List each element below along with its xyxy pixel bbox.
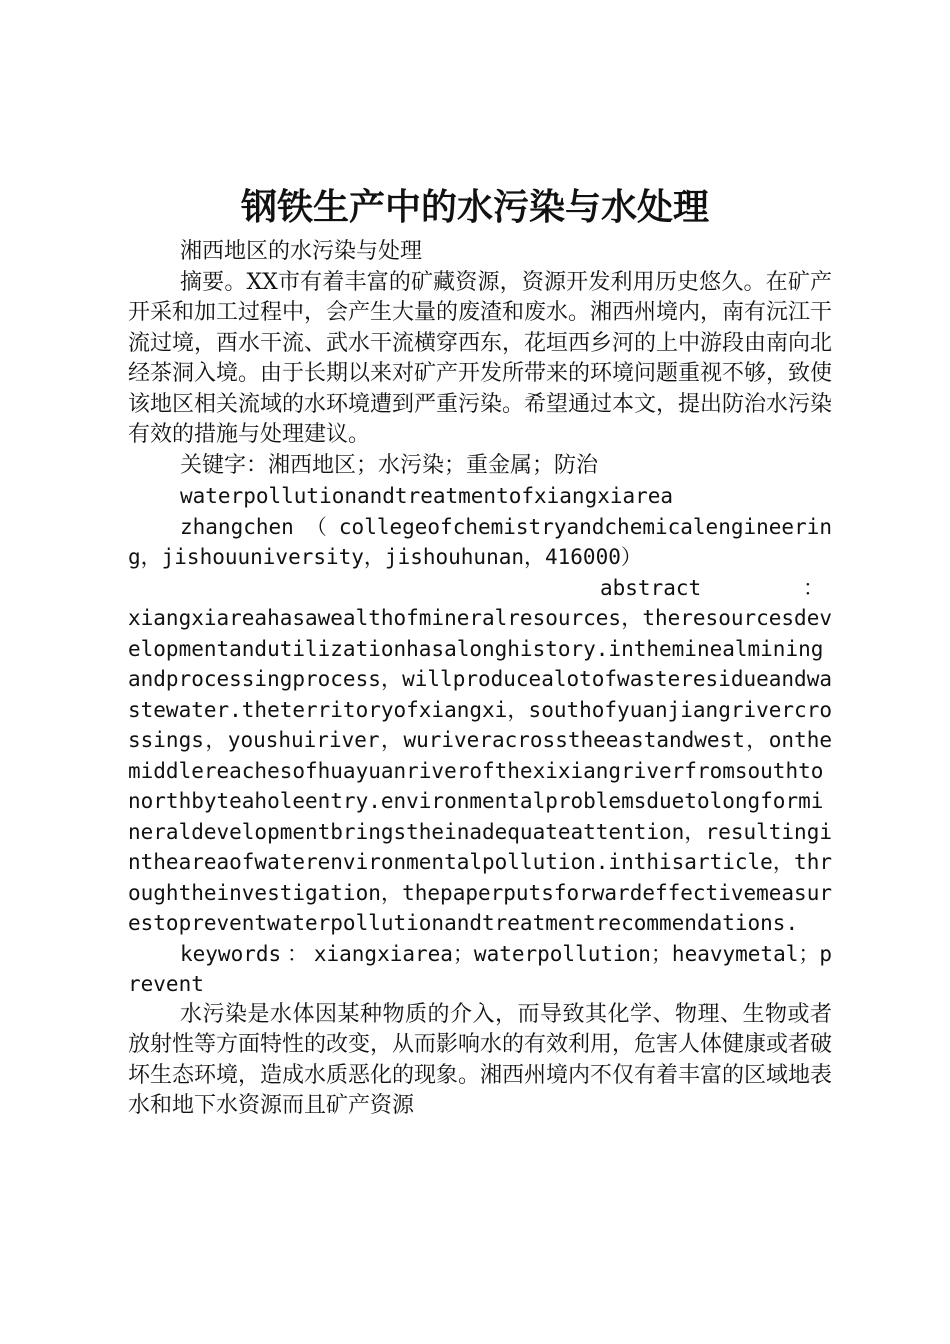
keywords-cn: 关键字：湘西地区；水污染；重金属；防治 xyxy=(180,452,599,478)
abstract-cn: 摘要。XX市有着丰富的矿藏资源，资源开发利用历史悠久。在矿产开采和加工过程中，会产生大量的废渣和废水。湘西州境内，南有沅江干流过境，酉水干流、武水干流横穿西东，花垣西乡河的上中游段由南向北经茶洞入境。由于长期以来对矿产开发所带来的环境问题重视不够，致使该地区相关流域的水环境遭到严重污染。希望通过本文，提出防治水污染有效的措施与处理建议。 xyxy=(128,269,833,447)
abstract-en: xiangxiareahasawealthofmineralresources，theresourcesdevelopmentandutilizationhasalonghistory.intheminealminingandprocessingprocess，willproducealotofwasteresidueandwastewater.theterritoryofxiangxi，southofyuanjiangrivercrossings，youshuiriver，wuriveracrosstheeastandwest，onthemiddlereachesofhuayuanriverofthexixiangriverfromsouthtonorthbyteaholeentry.environmentalproblemsduetolongformineraldevelopmentbringstheinadequateattention，resultingintheareaofwaterenvironmentalpollution.inthisarticle，throughtheinvestigation，thepaperputsforwardeffectivemeasurestopreventwaterpollutionandtreatmentrecommendations. xyxy=(128,606,832,935)
body-paragraph: 水污染是水体因某种物质的介入，而导致其化学、物理、生物或者放射性等方面特性的改变，从而影响水的有效利用，危害人体健康或者破坏生态环境，造成水质恶化的现象。湘西州境内不仅有着丰富的区域地表水和地下水资源而且矿产资源 xyxy=(128,1001,833,1118)
subtitle: 湘西地区的水污染与处理 xyxy=(180,239,423,264)
abstract-en-heading xyxy=(128,573,832,604)
document-title: 钢铁生产中的水污染与水处理 xyxy=(240,187,709,228)
author-en: zhangchen（collegeofchemistryandchemicalengineering，jishouuniversity，jishouhunan，416000） xyxy=(128,514,832,569)
document-body xyxy=(128,237,832,1122)
keywords-en: keywords：xiangxiarea；waterpollution；heavymetal；prevent xyxy=(128,941,832,996)
abstract-en-colon: ： xyxy=(803,575,824,600)
abstract-en-label: abstract xyxy=(600,575,702,600)
title-en: waterpollutionandtreatmentofxiangxiarea xyxy=(180,484,674,508)
